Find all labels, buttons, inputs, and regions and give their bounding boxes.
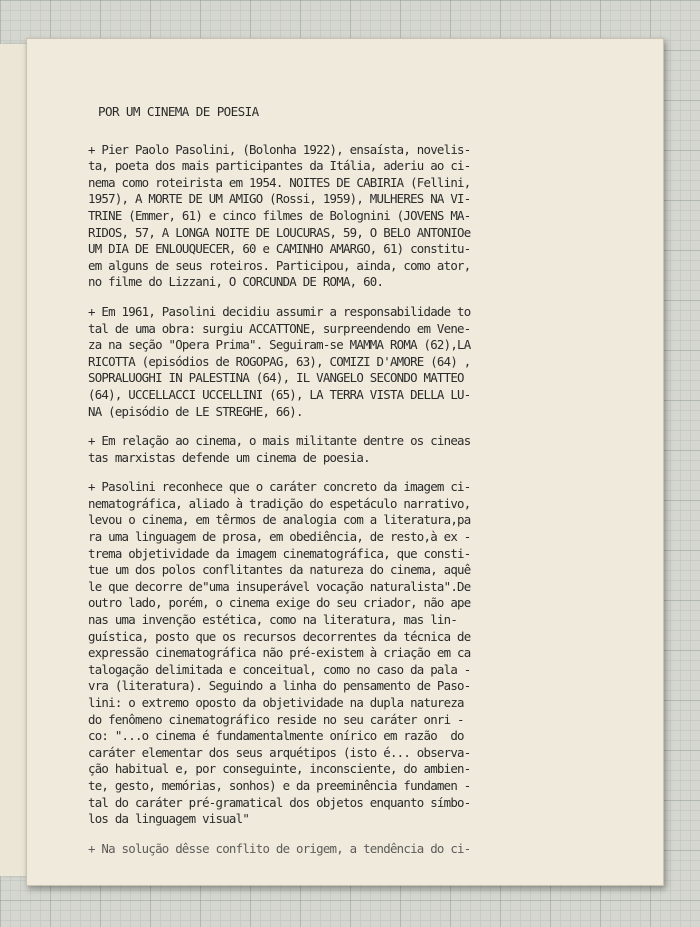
text-line: trema objetividade da imagem cinematográfica, que consti- — [88, 545, 471, 561]
text-line: expressão cinematográfica não pré-existem à criação em ca — [88, 645, 471, 661]
text-line: TRINE (Emmer, 61) e cinco filmes de Bolognini (JOVENS MA- — [88, 207, 471, 223]
text-line: tal de uma obra: surgiu ACCATTONE, surpreendendo em Vene- — [88, 320, 471, 336]
paragraph-list — [88, 142, 608, 858]
text-line: RICOTTA (episódios de ROGOPAG, 63), COMIZI D'AMORE (64) , — [88, 353, 471, 369]
text-line: los da linguagem visual" — [88, 811, 250, 827]
paragraph — [88, 433, 608, 466]
text-line: UM DIA DE ENLOUQUECER, 60 e CAMINHO AMARGO, 61) constitu- — [88, 241, 471, 257]
text-line: + Pier Paolo Pasolini, (Bolonha 1922), ensaísta, novelis- — [88, 141, 471, 157]
text-line: do fenômeno cinematográfico reside no seu caráter onri - — [88, 711, 464, 727]
text-line: no filme do Lizzani, O CORCUNDA DE ROMA, 60. — [88, 274, 384, 290]
text-line: za na seção "Opera Prima". Seguiram-se MAMMA ROMA (62),LA — [88, 337, 471, 353]
page-text — [88, 104, 608, 870]
text-line: tal do caráter pré-gramatical dos objetos enquanto símbo- — [88, 794, 471, 810]
text-line: caráter elementar dos seus arquétipos (isto é... observa- — [88, 744, 471, 760]
page-title: POR UM CINEMA DE POESIA — [98, 104, 259, 119]
text-line: levou o cinema, em têrmos de analogia com a literatura,pa — [88, 512, 471, 528]
text-line: ta, poeta dos mais participantes da Itália, aderiu ao ci- — [88, 158, 471, 174]
text-line: te, gesto, memórias, sonhos) e da preeminência fundamen - — [88, 777, 471, 793]
text-line: SOPRALUOGHI IN PALESTINA (64), IL VANGELO SECONDO MATTEO — [88, 370, 464, 386]
text-line: vra (literatura). Seguindo a linha do pensamento de Paso- — [88, 678, 471, 694]
paragraph — [88, 841, 608, 858]
paragraph — [88, 304, 608, 420]
text-line: + Na solução dêsse conflito de origem, a tendência do ci- — [88, 840, 471, 856]
text-line: + Em relação ao cinema, o mais militante dentre os cineas — [88, 433, 471, 449]
text-line: le que decorre de"uma insuperável vocação naturalista".De — [88, 578, 471, 594]
text-line: tas marxistas defende um cinema de poesia. — [88, 449, 370, 465]
text-line: RIDOS, 57, A LONGA NOITE DE LOUCURAS, 59, O BELO ANTONIOe — [88, 224, 471, 240]
text-line: guística, posto que os recursos decorrentes da técnica de — [88, 628, 471, 644]
text-line: outro lado, porém, o cinema exige do seu criador, não ape — [88, 595, 471, 611]
text-line: nema como roteirista em 1954. NOITES DE CABIRIA (Fellini, — [88, 174, 471, 190]
text-line: + Em 1961, Pasolini decidiu assumir a responsabilidade to — [88, 303, 471, 319]
paragraph — [88, 479, 608, 827]
text-line: em alguns de seus roteiros. Participou, ainda, como ator, — [88, 257, 471, 273]
text-line: NA (episódio de LE STREGHE, 66). — [88, 403, 303, 419]
text-line: nas uma invenção estética, como na literatura, mas lin- — [88, 612, 458, 628]
paragraph — [88, 142, 608, 291]
text-line: tue um dos polos conflitantes da natureza do cinema, aquê — [88, 562, 471, 578]
text-line: ra uma linguagem de prosa, em obediência, de resto,à ex - — [88, 529, 471, 545]
text-line: (64), UCCELLACCI UCCELLINI (65), LA TERRA VISTA DELLA LU- — [88, 386, 471, 402]
text-line: 1957), A MORTE DE UM AMIGO (Rossi, 1959), MULHERES NA VI- — [88, 191, 471, 207]
text-line: + Pasolini reconhece que o caráter concreto da imagem ci- — [88, 479, 471, 495]
text-line: nematográfica, aliado à tradição do espetáculo narrativo, — [88, 495, 471, 511]
text-line: talogação delimitada e conceitual, como no caso da pala - — [88, 661, 471, 677]
text-line: co: "...o cinema é fundamentalmente onírico em razão do — [88, 728, 464, 744]
text-line: ção habitual e, por conseguinte, inconsciente, do ambien- — [88, 761, 471, 777]
text-line: lini: o extremo oposto da objetividade na dupla natureza — [88, 695, 464, 710]
